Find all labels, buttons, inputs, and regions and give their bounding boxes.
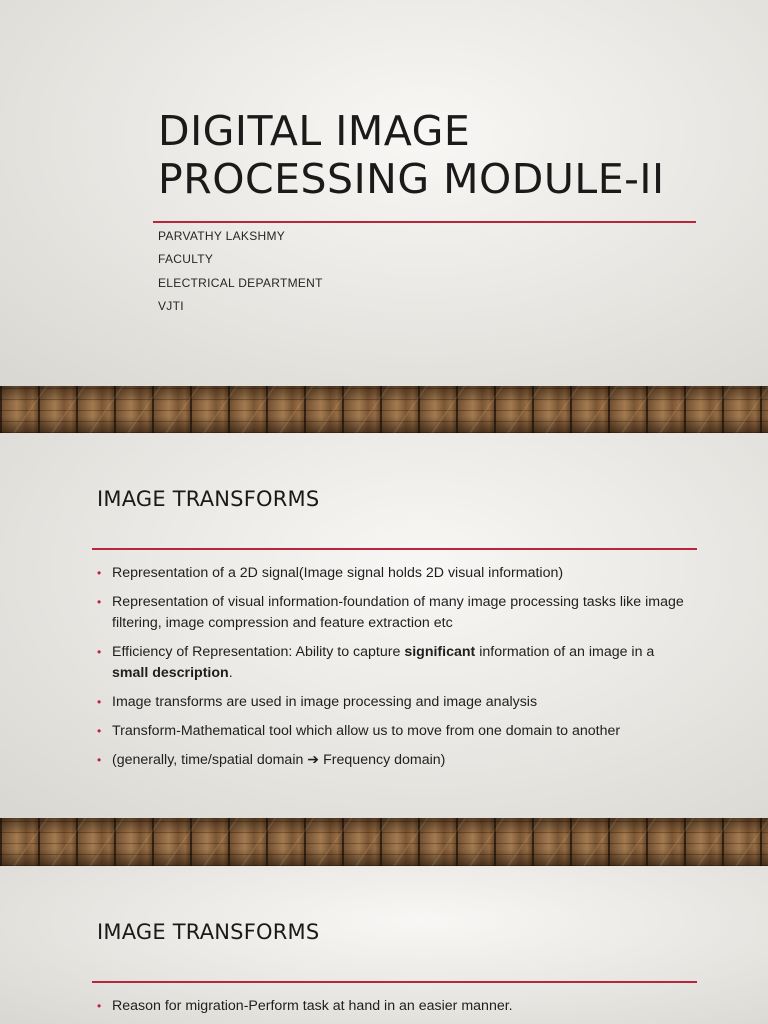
author-department: ELECTRICAL DEPARTMENT: [158, 275, 323, 290]
bullet-icon: •: [97, 695, 102, 709]
author-name: PARVATHY LAKSHMY: [158, 229, 286, 243]
slide-heading: IMAGE TRANSFORMS: [97, 487, 320, 511]
title-line-2: PROCESSING MODULE-II: [158, 155, 665, 203]
bullet-icon: •: [97, 724, 102, 738]
bullet-item: • Representation of a 2D signal(Image signal holds 2D visual information): [97, 563, 687, 584]
bullet-item: • (generally, time/spatial domain ➔ Frequency domain): [97, 750, 687, 771]
bullet-icon: •: [97, 595, 102, 609]
bullet-list: [97, 563, 687, 779]
bullet-icon: •: [97, 645, 102, 659]
bullet-icon: •: [97, 753, 102, 767]
author-institute: VJTI: [158, 298, 184, 313]
emphasis-text: significant: [404, 644, 476, 660]
title-divider: [153, 221, 696, 223]
bullet-list: [97, 996, 687, 1024]
title-slide: [0, 0, 768, 386]
content-slide: [0, 866, 768, 1024]
heading-divider: [92, 548, 697, 550]
author-role: FACULTY: [158, 252, 214, 267]
title-line-1: DIGITAL IMAGE: [158, 107, 471, 155]
content-slide: [0, 433, 768, 818]
bullet-item: • Image transforms are used in image processing and image analysis: [97, 692, 687, 713]
author-info: [158, 228, 323, 321]
wood-floor-band: [0, 386, 768, 433]
bullet-item: • Representation of visual information-foundation of many image processing tasks like image filtering, image compression and feature extraction etc: [97, 594, 684, 631]
wood-floor-band: [0, 818, 768, 866]
bullet-item: • Transform-Mathematical tool which allow us to move from one domain to another: [97, 721, 687, 742]
bullet-item: • Efficiency of Representation: Ability to capture significant information of an image in a small description.: [97, 644, 655, 681]
bullet-item: • Reason for migration-Perform task at hand in an easier manner.: [97, 996, 687, 1017]
bullet-icon: •: [97, 566, 102, 580]
slide-heading: IMAGE TRANSFORMS: [97, 920, 320, 944]
bullet-icon: •: [97, 999, 102, 1013]
emphasis-text: small description: [112, 665, 229, 681]
presentation-title: [158, 107, 718, 203]
heading-divider: [92, 981, 697, 983]
